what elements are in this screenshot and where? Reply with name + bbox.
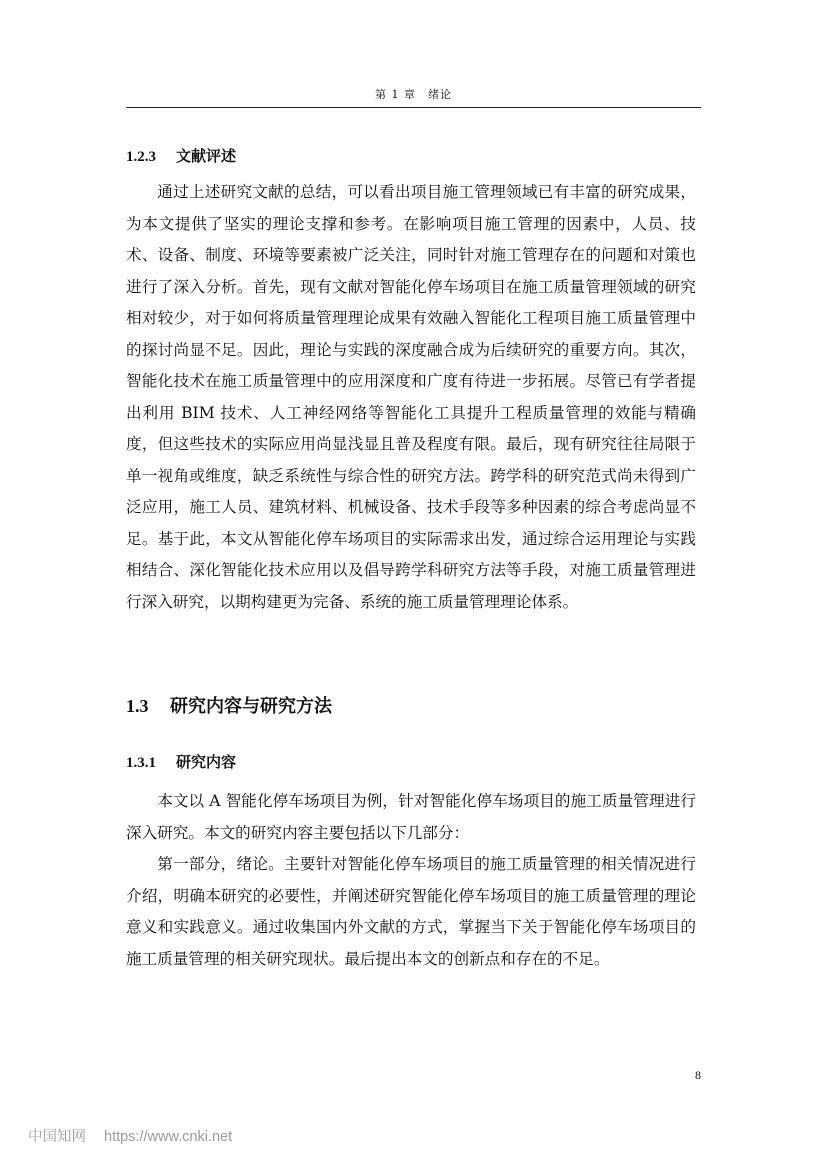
section-heading-1-3: [126, 694, 332, 719]
section-number: 1.3: [126, 696, 149, 716]
section-number: 1.2.3: [126, 149, 156, 165]
page-number: 8: [695, 1068, 701, 1082]
watermark-brand: 中国知网: [28, 1129, 86, 1145]
section-title: 研究内容: [176, 753, 237, 771]
paragraph-literature-review: 通过上述研究文献的总结，可以看出项目施工管理领域已有丰富的研究成果，为本文提供了坚实的理论支撑和参考。在影响项目施工管理的因素中，人员、技术、设备、制度、环境等要素被广泛关注，同时针对施工管理存在的问题和对策也进行了深入分析。首先，现有文献对智能化停车场项目在施工质量管理领域的研究相对较少，对于如何将质量管理理论成果有效融入智能化工程项目施工质量管理中的探讨尚显不足。因此，理论与实践的深度融合成为后续研究的重要方向。其次，智能化技术在施工质量管理中的应用深度和广度有待进一步拓展。尽管已有学者提出利用 BIM 技术、人工神经网络等智能化工具提升工程质量管理的效能与精确度，但这些技术的实际应用尚显浅显且普及程度有限。最后，现有研究往往局限于单一视角或维度，缺乏系统性与综合性的研究方法。跨学科的研究范式尚未得到广泛应用，施工人员、建筑材料、机械设备、技术手段等多种因素的综合考虑尚显不足。基于此，本文从智能化停车场项目的实际需求出发，通过综合运用理论与实践相结合、深化智能化技术应用以及倡导跨学科研究方法等手段，对施工质量管理进行深入研究，以期构建更为完备、系统的施工质量管理理论体系。: [126, 183, 697, 611]
paragraph-research-intro: 本文以 A 智能化停车场项目为例，针对智能化停车场项目的施工质量管理进行深入研究。本文的研究内容主要包括以下几部分：: [126, 792, 696, 842]
header-rule: [126, 107, 701, 108]
section-title: 研究内容与研究方法: [170, 696, 332, 717]
paragraph-part-one: 第一部分，绪论。主要针对智能化停车场项目的施工质量管理的相关情况进行介绍，明确本研究的必要性，并阐述研究智能化停车场项目的施工质量管理的理论意义和实践意义。通过收集国内外文献的方式，掌握当下关于智能化停车场项目的施工质量管理的相关研究现状。最后提出本文的创新点和存在的不足。: [126, 855, 696, 968]
watermark-url: https://www.cnki.net: [104, 1129, 233, 1145]
section-title: 文献评述: [176, 147, 237, 165]
cnki-watermark: [28, 1128, 232, 1146]
section-number: 1.3.1: [126, 755, 156, 771]
running-header: 第 1 章 绪论: [375, 88, 452, 101]
section-heading-1-2-3: [126, 146, 236, 167]
section-heading-1-3-1: [126, 752, 236, 773]
